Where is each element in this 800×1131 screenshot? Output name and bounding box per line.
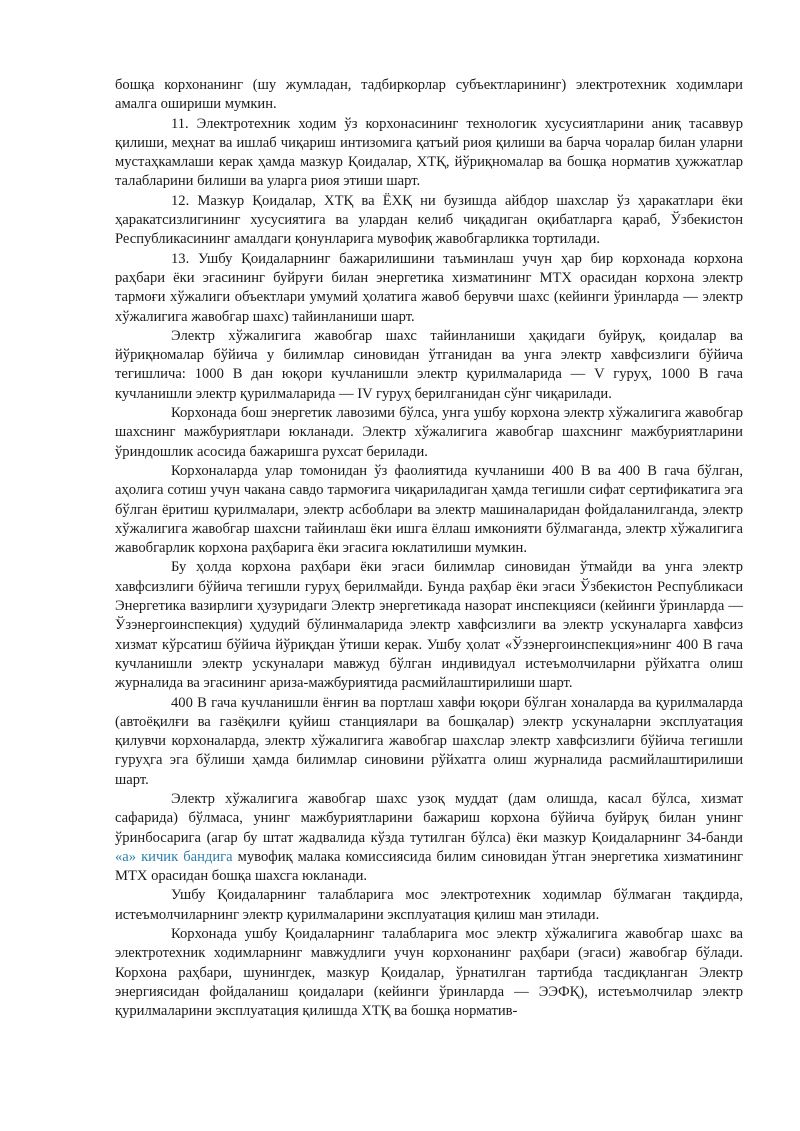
paragraph-text-before-link: Электр хўжалигига жавобгар шахс узоқ муддат (дам олишда, касал бўлса, хизмат сафарида) бўлмаса, унинг мажбуриятларини бажариш корхона бўйича буйруқ билан унинг ўринбосарига (агар бу штат жадвалида кўзда тутилган бўлса) ёки мазкур Қоидаларнинг 34-банди [115, 790, 743, 846]
paragraph: Бу ҳолда корхона раҳбари ёки эгаси билимлар синовидан ўтмайди ва унга электр хавфсизлиги бўйича тегишли гуруҳ берилмайди. Бунда раҳбар ёки эгаси Ўзбекистон Республикаси Энергетика вазирлиги ҳузуридаги Электр энергетикада назорат инспекцияси (кейинги ўринларда — Ўзэнергоинспекция) ҳудудий бўлинмаларида электр хавфсизлиги ва электр ускуналарга хавфсиз хизмат кўрсатиш бўйича йўриқдан ўтиши керак. Ушбу ҳолат «Ўзэнергоинспекция»нинг 400 В гача кучланишли электр ускуналари мавжуд бўлган индивидуал истеъмолчиларни рўйхатга олиш журналида ва эгасининг ариза-мажбуриятида расмийлаштирилиши шарт. [115, 559, 743, 692]
paragraph: бошқа корхонанинг (шу жумладан, тадбиркорлар субъектларининг) электротехник ходимлари амалга ошириши мумкин. [115, 77, 743, 113]
paragraph-12: 12. Мазкур Қоидалар, ХТҚ ва ЁХҚ ни бузишда айбдор шахслар ўз ҳаракатлари ёки ҳаракатсизлигининг хусусиятига ва улардан келиб чиқадиган оқибатларга қараб, Ўзбекистон Республикасининг амалдаги қонунларига мувофиқ жавобгарликка тортилади. [115, 192, 743, 248]
paragraph-11: 11. Электротехник ходим ўз корхонасининг технологик хусусиятларини аниқ тасаввур қилиши, меҳнат ва ишлаб чиқариш интизомига қатъий риоя қилиши ва барча чоралар билан уларни мустаҳкамлаши керак ҳамда мазкур Қоидалар, ХТҚ, йўриқномалар ва бошқа норматив ҳужжатлар талабларини билиши ва уларга риоя этиши шарт. [115, 115, 743, 190]
paragraph-text-after-link: мувофиқ малака комиссиясида билим синовидан ўтган энергетика хизматининг МТХ орасидан бошқа шахсга юкланади. [115, 848, 743, 885]
paragraph-13: 13. Ушбу Қоидаларнинг бажарилишини таъминлаш учун ҳар бир корхонада корхона раҳбари ёки эгасининг буйруғи билан энергетика хизматининг МТХ орасидан корхона электр тармоғи хўжалиги объектлари умумий ҳолатига жавоб берувчи шахс (кейинги ўринларда — электр хўжалигига жавобгар шахс) тайинланиши шарт. [115, 250, 743, 325]
paragraph: Корхонада ушбу Қоидаларнинг талабларига мос электр хўжалигига жавобгар шахс ва электротехник ходимларнинг мавжудлиги учун корхонанинг раҳбари (эгаси) жавобгар бўлади. Корхона раҳбари, шунингдек, мазкур Қоидалар, ўрнатилган тартибда тасдиқланган Электр энергиясидан фойдаланиш қоидалари (кейинги ўринларда — ЭЭФҚ), истеъмолчилар электр қурилмаларини эксплуатация қилишда ХТҚ ва бошқа норматив- [115, 926, 743, 1020]
subclause-a-link[interactable]: «а» кичик бандига [115, 848, 233, 865]
paragraph: 400 В гача кучланишли ёнғин ва портлаш хавфи юқори бўлган хоналарда ва қурилмаларда (автоёқилғи ва газёқилғи қуйиш станциялари ва бошқалар) электр ускуналарни эксплуатация қилувчи корхоналарда, электр хўжалигига жавобгар шахслар электр хавфсизлиги бўйича тегишли гуруҳга эга бўлиши ҳамда билимлар синовини рўйхатга олиш журналида расмийлаштирилиши шарт. [115, 694, 743, 788]
paragraph: Электр хўжалигига жавобгар шахс тайинланиши ҳақидаги буйруқ, қоидалар ва йўриқномалар бўйича у билимлар синовидан ўтганидан ва унга электр хавфсизлиги бўйича тегишлича: 1000 В дан юқори кучланишли электр қурилмаларида — V гуруҳ, 1000 В гача кучланишли электр қурилмаларида — IV гуруҳ берилганидан сўнг чиқарилади. [115, 327, 743, 402]
paragraph-with-link [115, 790, 743, 886]
paragraph: Корхонада бош энергетик лавозими бўлса, унга ушбу корхона электр хўжалигига жавобгар шахснинг мажбуриятлари юкланади. Электр хўжалигига жавобгар шахснинг мажбуриятларини ўриндошлик асосида бажаришга рухсат берилади. [115, 405, 743, 460]
paragraph: Корхоналарда улар томонидан ўз фаолиятида кучланиши 400 В ва 400 В гача бўлган, аҳолига сотиш учун чакана савдо тармоғига чиқариладиган ҳамда тегишли сифат сертификатига эга бўлган ёритиш қурилмалари, электр асбоблари ва электр машиналаридан фойдаланилганда, электр хўжалигига жавобгар шахсни тайинлаш ёки ишга ёллаш имконияти бўлмаганда, электр хўжалигига жавобгарлик корхона раҳбарига ёки эгасига юклатилиши мумкин. [115, 462, 743, 557]
document-page [115, 76, 743, 1022]
paragraph: Ушбу Қоидаларнинг талабларига мос электротехник ходимлар бўлмаган тақдирда, истеъмолчиларнинг электр қурилмаларини эксплуатация қилиш ман этилади. [115, 887, 743, 923]
